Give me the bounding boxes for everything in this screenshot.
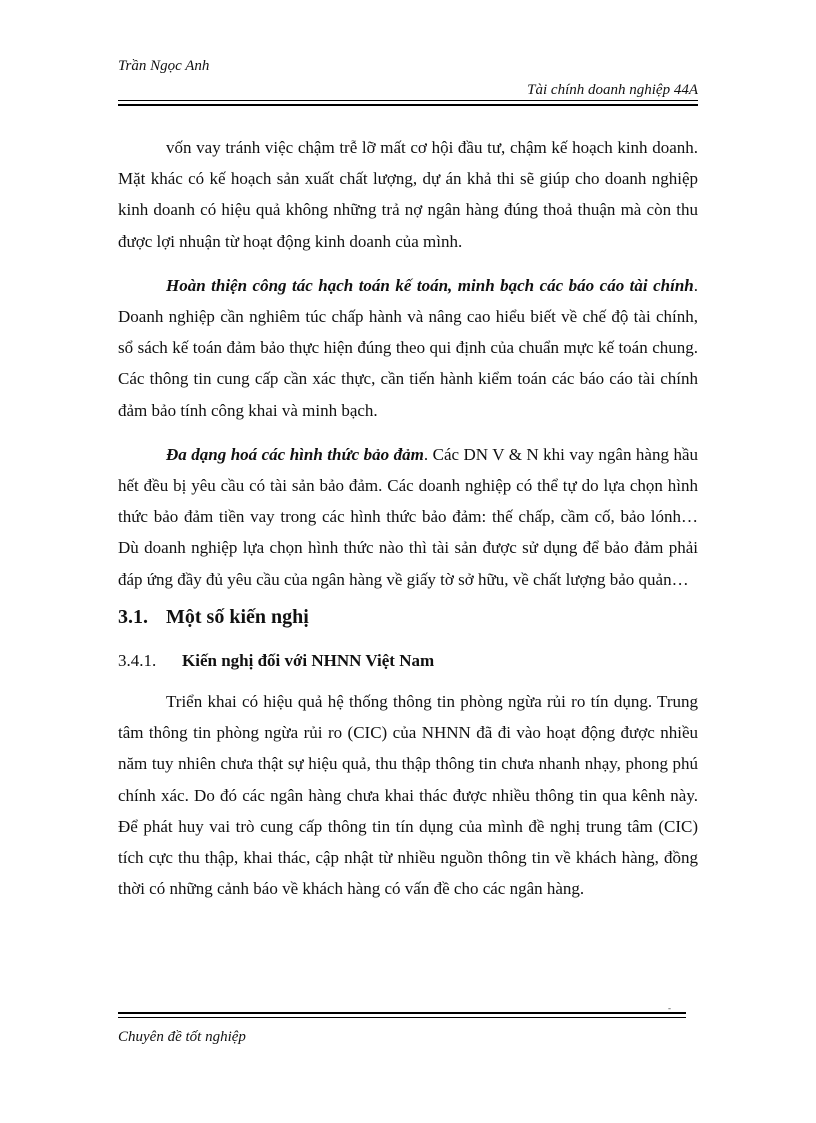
paragraph-collateral-lead: Đa dạng hoá các hình thức bảo đảm: [166, 444, 424, 464]
footer-divider-thick: [118, 1012, 686, 1014]
header-author: Trần Ngọc Anh: [118, 58, 210, 74]
paragraph-collateral: [118, 439, 698, 595]
paragraph-accounting-body: . Doanh nghiệp cần nghiêm túc chấp hành và nâng cao hiểu biết về chế độ tài chính, sổ sách kế toán đảm bảo thực hiện đúng theo qui định của chuẩn mực kế toán chung. Các thông tin cung cấp cần xác thực, cần tiến hành kiểm toán các báo cáo tài chính đảm bảo tính công khai và minh bạch.: [118, 275, 698, 420]
footer-divider-thin: [118, 1017, 686, 1018]
paragraph-accounting: [118, 270, 698, 426]
header-divider-thin: [118, 100, 698, 101]
paragraph-accounting-lead: Hoàn thiện công tác hạch toán kế toán, minh bạch các báo cáo tài chính: [166, 275, 694, 295]
paragraph-collateral-body: . Các DN V & N khi vay ngân hàng hầu hết đều bị yêu cầu có tài sản bảo đảm. Các doanh nghiệp có thể tự do lựa chọn hình thức bảo đảm tiền vay trong các hình thức bảo đảm: thế chấp, cầm cố, bảo lónh… Dù doanh nghiệp lựa chọn hình thức nào thì tài sản được sử dụng để bảo đảm phải đáp ứng đầy đủ yêu cầu của ngân hàng về giấy tờ sở hữu, về chất lượng bảo quản…: [118, 444, 698, 589]
subsection-heading: [118, 651, 434, 671]
body-text-upper: [118, 132, 698, 608]
paragraph-loan-capital: vốn vay tránh việc chậm trễ lỡ mất cơ hội đầu tư, chậm kế hoạch kinh doanh. Mặt khác có kế hoạch sản xuất chất lượng, dự án khả thi sẽ giúp cho doanh nghiệp kinh doanh có hiệu quả không những trả nợ ngân hàng đúng thoả thuận mà còn thu được lợi nhuận từ hoạt động kinh doanh của mình.: [118, 138, 698, 251]
section-title: Một số kiến nghị: [166, 606, 309, 628]
paragraph-cic: Triển khai có hiệu quả hệ thống thông tin phòng ngừa rủi ro tín dụng. Trung tâm thông tin phòng ngừa rủi ro (CIC) của NHNN đã đi vào hoạt động được nhiều năm tuy nhiên chưa thật sự hiệu quả, thu thập thông tin chưa nhanh nhạy, phong phú chính xác. Do đó các ngân hàng chưa khai thác được nhiều thông tin qua kênh này. Để phát huy vai trò cung cấp thông tin tín dụng của mình đề nghị trung tâm (CIC) tích cực thu thập, khai thác, cập nhật từ nhiều nguồn thông tin về khách hàng, đồng thời có những cảnh báo về khách hàng có vấn đề cho các ngân hàng.: [118, 692, 698, 899]
footer-text: Chuyên đề tốt nghiệp: [118, 1029, 246, 1045]
header-divider-thick: [118, 104, 698, 106]
section-number: 3.1.: [118, 606, 148, 628]
header-course-title: Tài chính doanh nghiệp 44A: [527, 82, 698, 98]
section-heading: [118, 606, 309, 629]
body-text-lower: [118, 686, 698, 917]
subsection-number: 3.4.1.: [118, 651, 157, 670]
subsection-title: Kiến nghị đối với NHNN Việt Nam: [182, 651, 435, 670]
page-number: -: [668, 1003, 671, 1013]
